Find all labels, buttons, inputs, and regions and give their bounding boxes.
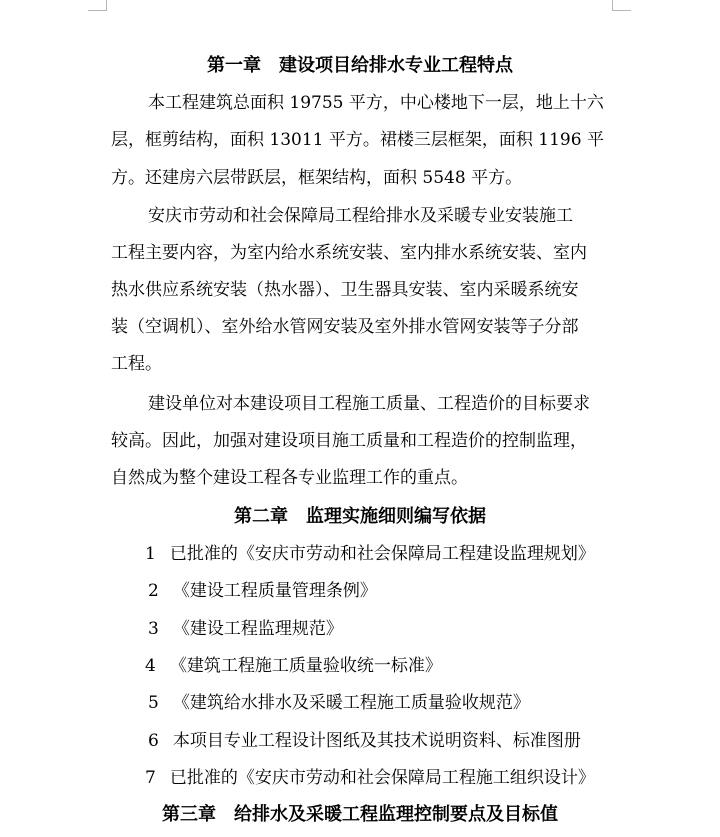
reference-text: 已批准的《安庆市劳动和社会保障局工程施工组织设计》 [169,768,595,788]
page-corner-mark-left [88,0,107,11]
reference-number: 5 [148,693,159,713]
reference-text: 《建设工程质量管理条例》 [172,581,377,601]
reference-number: 6 [148,731,159,751]
paragraph-line: 装（空调机）、室外给水管网安装及室外排水管网安装等子分部 [111,317,579,337]
reference-text: 《建设工程监理规范》 [172,619,343,639]
reference-number: 1 [145,544,156,564]
reference-item [145,542,595,566]
reference-number: 3 [148,619,159,639]
reference-item [148,617,343,641]
reference-number: 2 [148,581,159,601]
paragraph-line: 自然成为整个建设工程各专业监理工作的重点。 [111,468,468,488]
reference-item [148,691,530,715]
reference-number: 4 [145,656,156,676]
paragraph-line: 建设单位对本建设项目工程施工质量、工程造价的目标要求 [148,394,590,414]
reference-item [148,729,581,753]
reference-item [148,579,377,603]
chapter2-title: 第二章 监理实施细则编写依据 [234,506,486,527]
reference-item [145,654,442,678]
chapter3-title: 第三章 给排水及采暖工程监理控制要点及目标值 [162,804,558,825]
page-corner-mark-right [612,0,631,11]
reference-text: 《建筑给水排水及采暖工程施工质量验收规范》 [172,693,530,713]
reference-text: 本项目专业工程设计图纸及其技术说明资料、标准图册 [172,731,581,751]
reference-number: 7 [145,768,156,788]
paragraph-line: 方。还建房六层带跃层，框架结构，面积 5548 平方。 [111,168,523,188]
paragraph-line: 层，框剪结构，面积 13011 平方。裙楼三层框架，面积 1196 平 [111,130,604,150]
chapter1-title: 第一章 建设项目给排水专业工程特点 [207,55,513,76]
paragraph-line: 安庆市劳动和社会保障局工程给排水及采暖专业安装施工 [148,206,573,226]
reference-text: 《建筑工程施工质量验收统一标准》 [169,656,442,676]
paragraph-line: 工程主要内容，为室内给水系统安装、室内排水系统安装、室内 [111,243,587,263]
paragraph-line: 热水供应系统安装（热水器）、卫生器具安装、室内采暖系统安 [111,280,579,300]
reference-text: 已批准的《安庆市劳动和社会保障局工程建设监理规划》 [169,544,595,564]
reference-item [145,766,595,790]
paragraph-line: 工程。 [111,354,162,374]
paragraph-line: 本工程建筑总面积 19755 平方，中心楼地下一层，地上十六 [148,93,604,113]
paragraph-line: 较高。因此，加强对建设项目施工质量和工程造价的控制监理， [111,431,587,451]
